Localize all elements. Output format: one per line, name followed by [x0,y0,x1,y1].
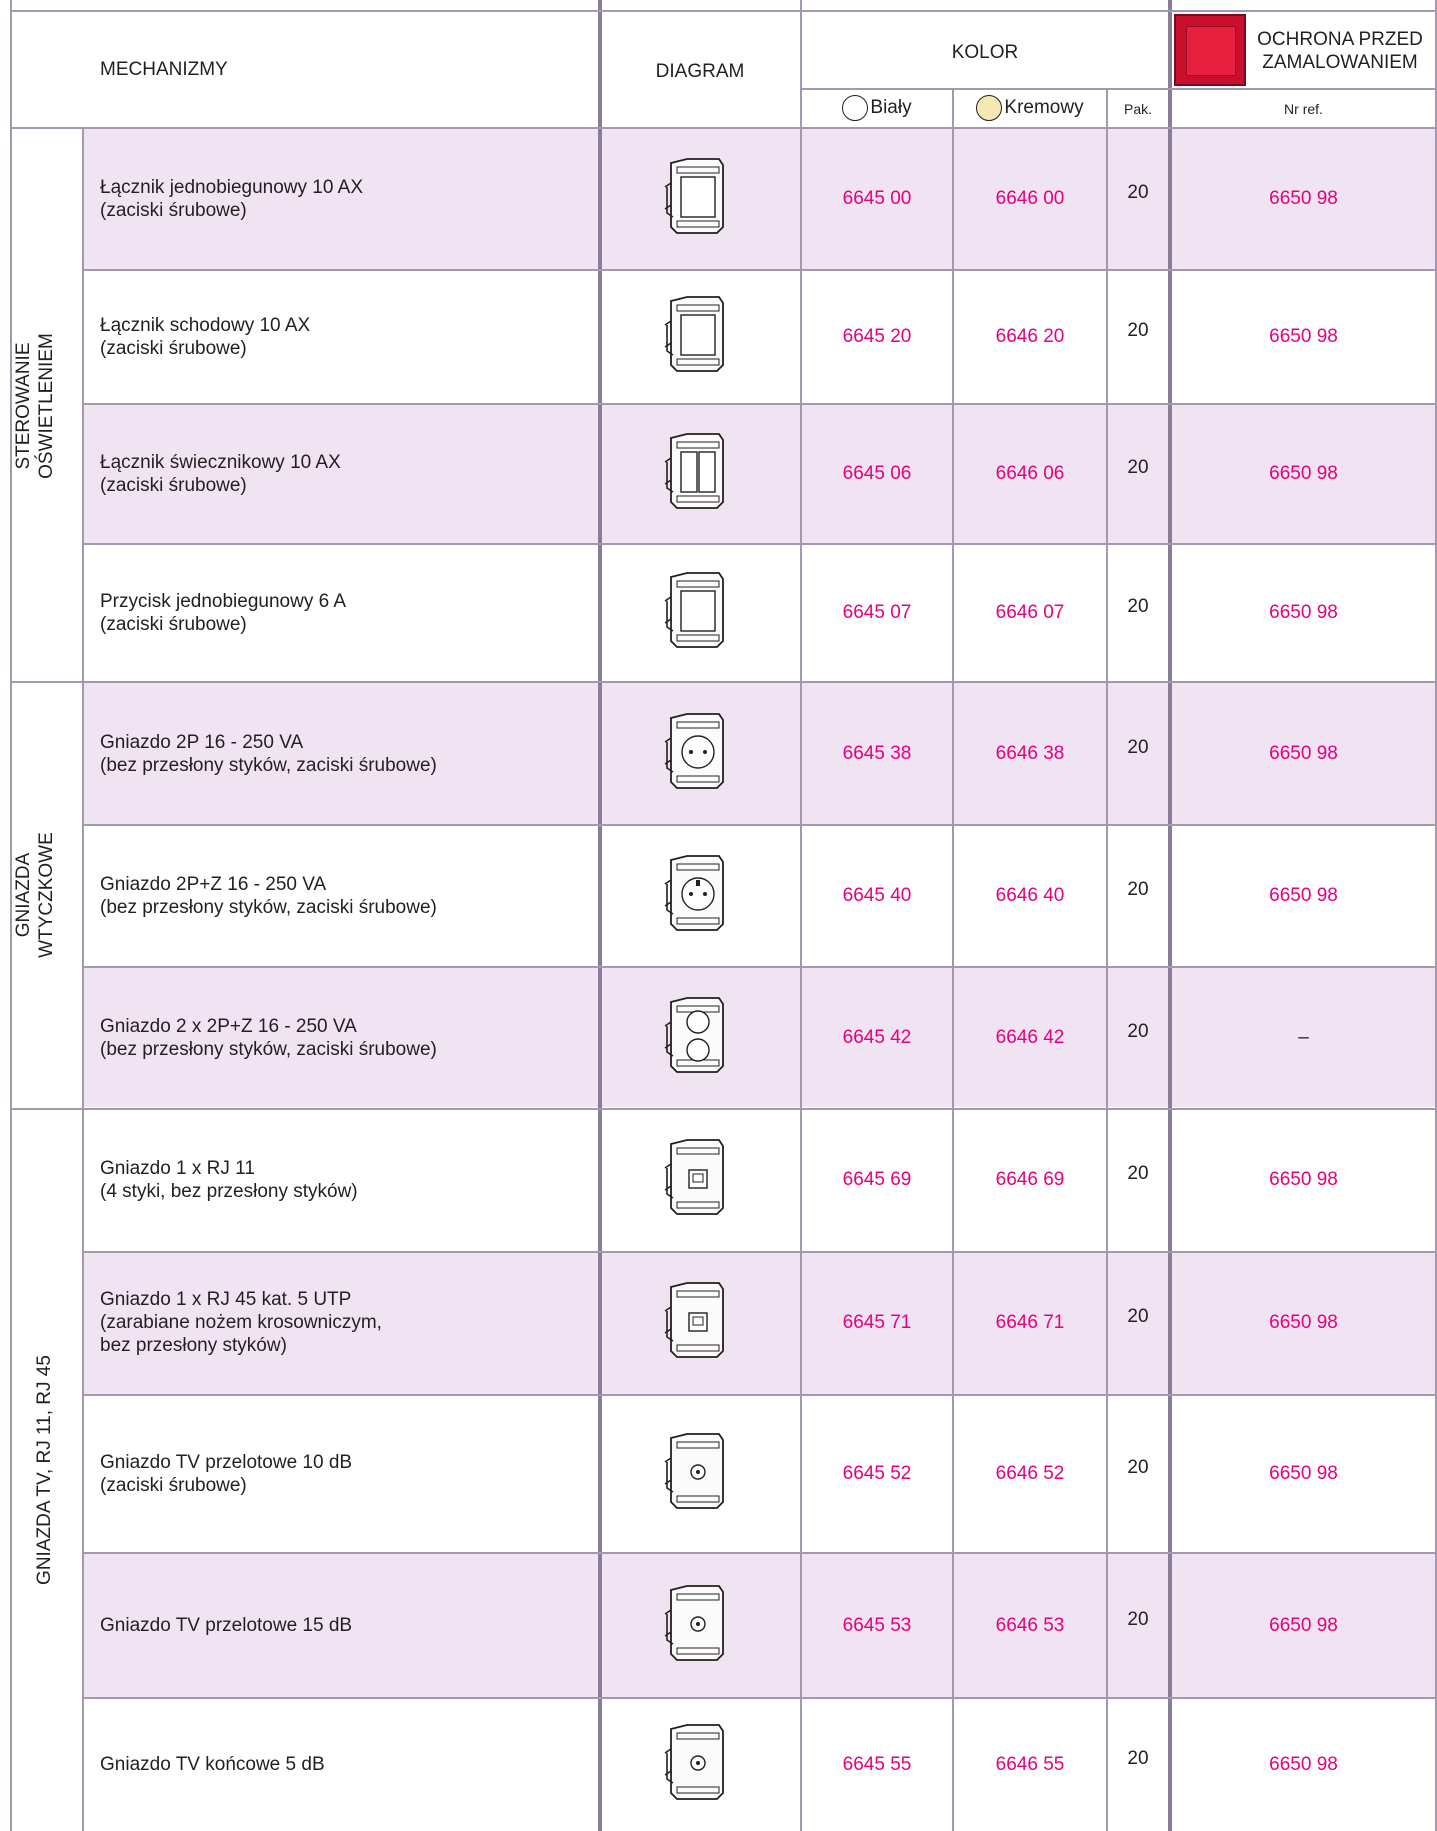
tv-socket-icon [663,1723,733,1808]
grid-line [82,269,1437,271]
code-bialy: 6645 55 [842,1754,912,1775]
pak-value: 20 [1127,1163,1149,1184]
socket-icon [663,712,733,797]
code-bialy: 6645 06 [842,463,912,484]
row-description: Gniazdo 2 x 2P+Z 16 - 250 VA (bez przesłony styków, zaciski śrubowe) [100,1016,437,1060]
grid-line [10,681,1437,683]
pak-value: 20 [1127,182,1149,203]
pak-value: 20 [1127,737,1149,758]
pak-value: 20 [1127,1609,1149,1630]
group-label-gniazda: GNIAZDA WTYCZKOWE [13,832,57,958]
header-kremowy [954,95,1106,121]
nr-ref-value: 6650 98 [1269,1312,1338,1333]
grid-line [82,824,1437,826]
kremowy-swatch [976,95,1002,121]
pak-value: 20 [1127,1021,1149,1042]
rj45-icon [663,1281,733,1366]
nr-ref-value: 6650 98 [1269,1615,1338,1636]
grid-line [10,1108,1437,1110]
code-bialy: 6645 69 [842,1169,912,1190]
grid-line [82,1697,1437,1699]
grid-line [82,543,1437,545]
paint-protection-icon [1174,14,1246,86]
grid-line [82,1394,1437,1396]
row-description: Gniazdo 1 x RJ 45 kat. 5 UTP (zarabiane nożem krosowniczym, bez przesłony styków) [100,1289,382,1356]
code-kremowy: 6646 07 [995,602,1065,623]
row-description: Łącznik jednobiegunowy 10 AX (zaciski śrubowe) [100,177,364,221]
socket-earth-icon [663,854,733,939]
code-kremowy: 6646 52 [995,1463,1065,1484]
header-diagram: DIAGRAM [655,61,745,82]
pak-value: 20 [1127,879,1149,900]
code-bialy: 6645 20 [842,326,912,347]
grid-line [800,0,802,1831]
row-description: Gniazdo 1 x RJ 11 (4 styki, bez przesłony styków) [100,1158,358,1202]
code-bialy: 6645 00 [842,188,912,209]
nr-ref-value: 6650 98 [1269,885,1338,906]
kremowy-label: Kremowy [1004,97,1084,119]
row-description: Gniazdo TV przelotowe 15 dB [100,1615,353,1636]
pak-value: 20 [1127,1748,1149,1769]
grid-line [1168,0,1172,1831]
code-bialy: 6645 07 [842,602,912,623]
pak-value: 20 [1127,320,1149,341]
code-bialy: 6645 40 [842,885,912,906]
header-pak: Pak. [1123,101,1152,117]
header-bialy [802,95,952,121]
nr-ref-value: 6650 98 [1269,602,1338,623]
nr-ref-value: 6650 98 [1269,463,1338,484]
grid-line [598,0,602,1831]
grid-line [10,127,1437,129]
code-kremowy: 6646 38 [995,743,1065,764]
double-switch-icon [663,432,733,517]
code-bialy: 6645 38 [842,743,912,764]
code-kremowy: 6646 20 [995,326,1065,347]
code-kremowy: 6646 06 [995,463,1065,484]
row-description: Gniazdo TV przelotowe 10 dB (zaciski śrubowe) [100,1452,353,1496]
code-kremowy: 6646 42 [995,1027,1065,1048]
switch-icon [663,157,733,242]
pak-value: 20 [1127,1457,1149,1478]
push-button-icon [663,571,733,656]
grid-line [800,88,1170,90]
bialy-swatch [842,95,868,121]
nr-ref-value: – [1298,1027,1309,1048]
pak-value: 20 [1127,596,1149,617]
group-label-gniazda-tv: GNIAZDA TV, RJ 11, RJ 45 [34,1355,55,1585]
grid-line [10,10,1437,12]
code-bialy: 6645 53 [842,1615,912,1636]
switch-icon [663,295,733,380]
row-description: Łącznik świecznikowy 10 AX (zaciski śrubowe) [100,452,341,496]
code-kremowy: 6646 55 [995,1754,1065,1775]
grid-line [82,1251,1437,1253]
code-kremowy: 6646 53 [995,1615,1065,1636]
grid-line [952,90,954,1831]
row-description: Gniazdo 2P+Z 16 - 250 VA (bez przesłony styków, zaciski śrubowe) [100,874,437,918]
nr-ref-value: 6650 98 [1269,326,1338,347]
bialy-label: Biały [870,97,912,119]
nr-ref-value: 6650 98 [1269,188,1338,209]
group-label-sterowanie: STEROWANIE OŚWIETLENIEM [13,333,57,479]
nr-ref-value: 6650 98 [1269,1169,1338,1190]
rj11-icon [663,1138,733,1223]
grid-line [1168,88,1437,90]
nr-ref-value: 6650 98 [1269,1754,1338,1775]
grid-line [1106,90,1108,1831]
grid-line [82,966,1437,968]
code-kremowy: 6646 69 [995,1169,1065,1190]
header-nr-ref: Nr ref. [1284,101,1323,117]
tv-socket-icon [663,1584,733,1669]
row-description: Przycisk jednobiegunowy 6 A (zaciski śrubowe) [100,591,347,635]
row-description: Łącznik schodowy 10 AX (zaciski śrubowe) [100,315,311,359]
code-bialy: 6645 71 [842,1312,912,1333]
tv-socket-icon [663,1432,733,1517]
header-kolor: KOLOR [951,42,1019,63]
code-kremowy: 6646 40 [995,885,1065,906]
code-kremowy: 6646 71 [995,1312,1065,1333]
row-description: Gniazdo 2P 16 - 250 VA (bez przesłony styków, zaciski śrubowe) [100,732,437,776]
header-ochrona: OCHRONA PRZED ZAMALOWANIEM [1257,29,1423,73]
header-mechanizmy: MECHANIZMY [100,59,228,80]
nr-ref-value: 6650 98 [1269,743,1338,764]
double-socket-icon [663,996,733,1081]
row-description: Gniazdo TV końcowe 5 dB [100,1754,325,1775]
grid-line [82,129,84,1831]
code-bialy: 6645 42 [842,1027,912,1048]
code-bialy: 6645 52 [842,1463,912,1484]
grid-line [82,403,1437,405]
pak-value: 20 [1127,1306,1149,1327]
code-kremowy: 6646 00 [995,188,1065,209]
pak-value: 20 [1127,457,1149,478]
nr-ref-value: 6650 98 [1269,1463,1338,1484]
grid-line [82,1552,1437,1554]
